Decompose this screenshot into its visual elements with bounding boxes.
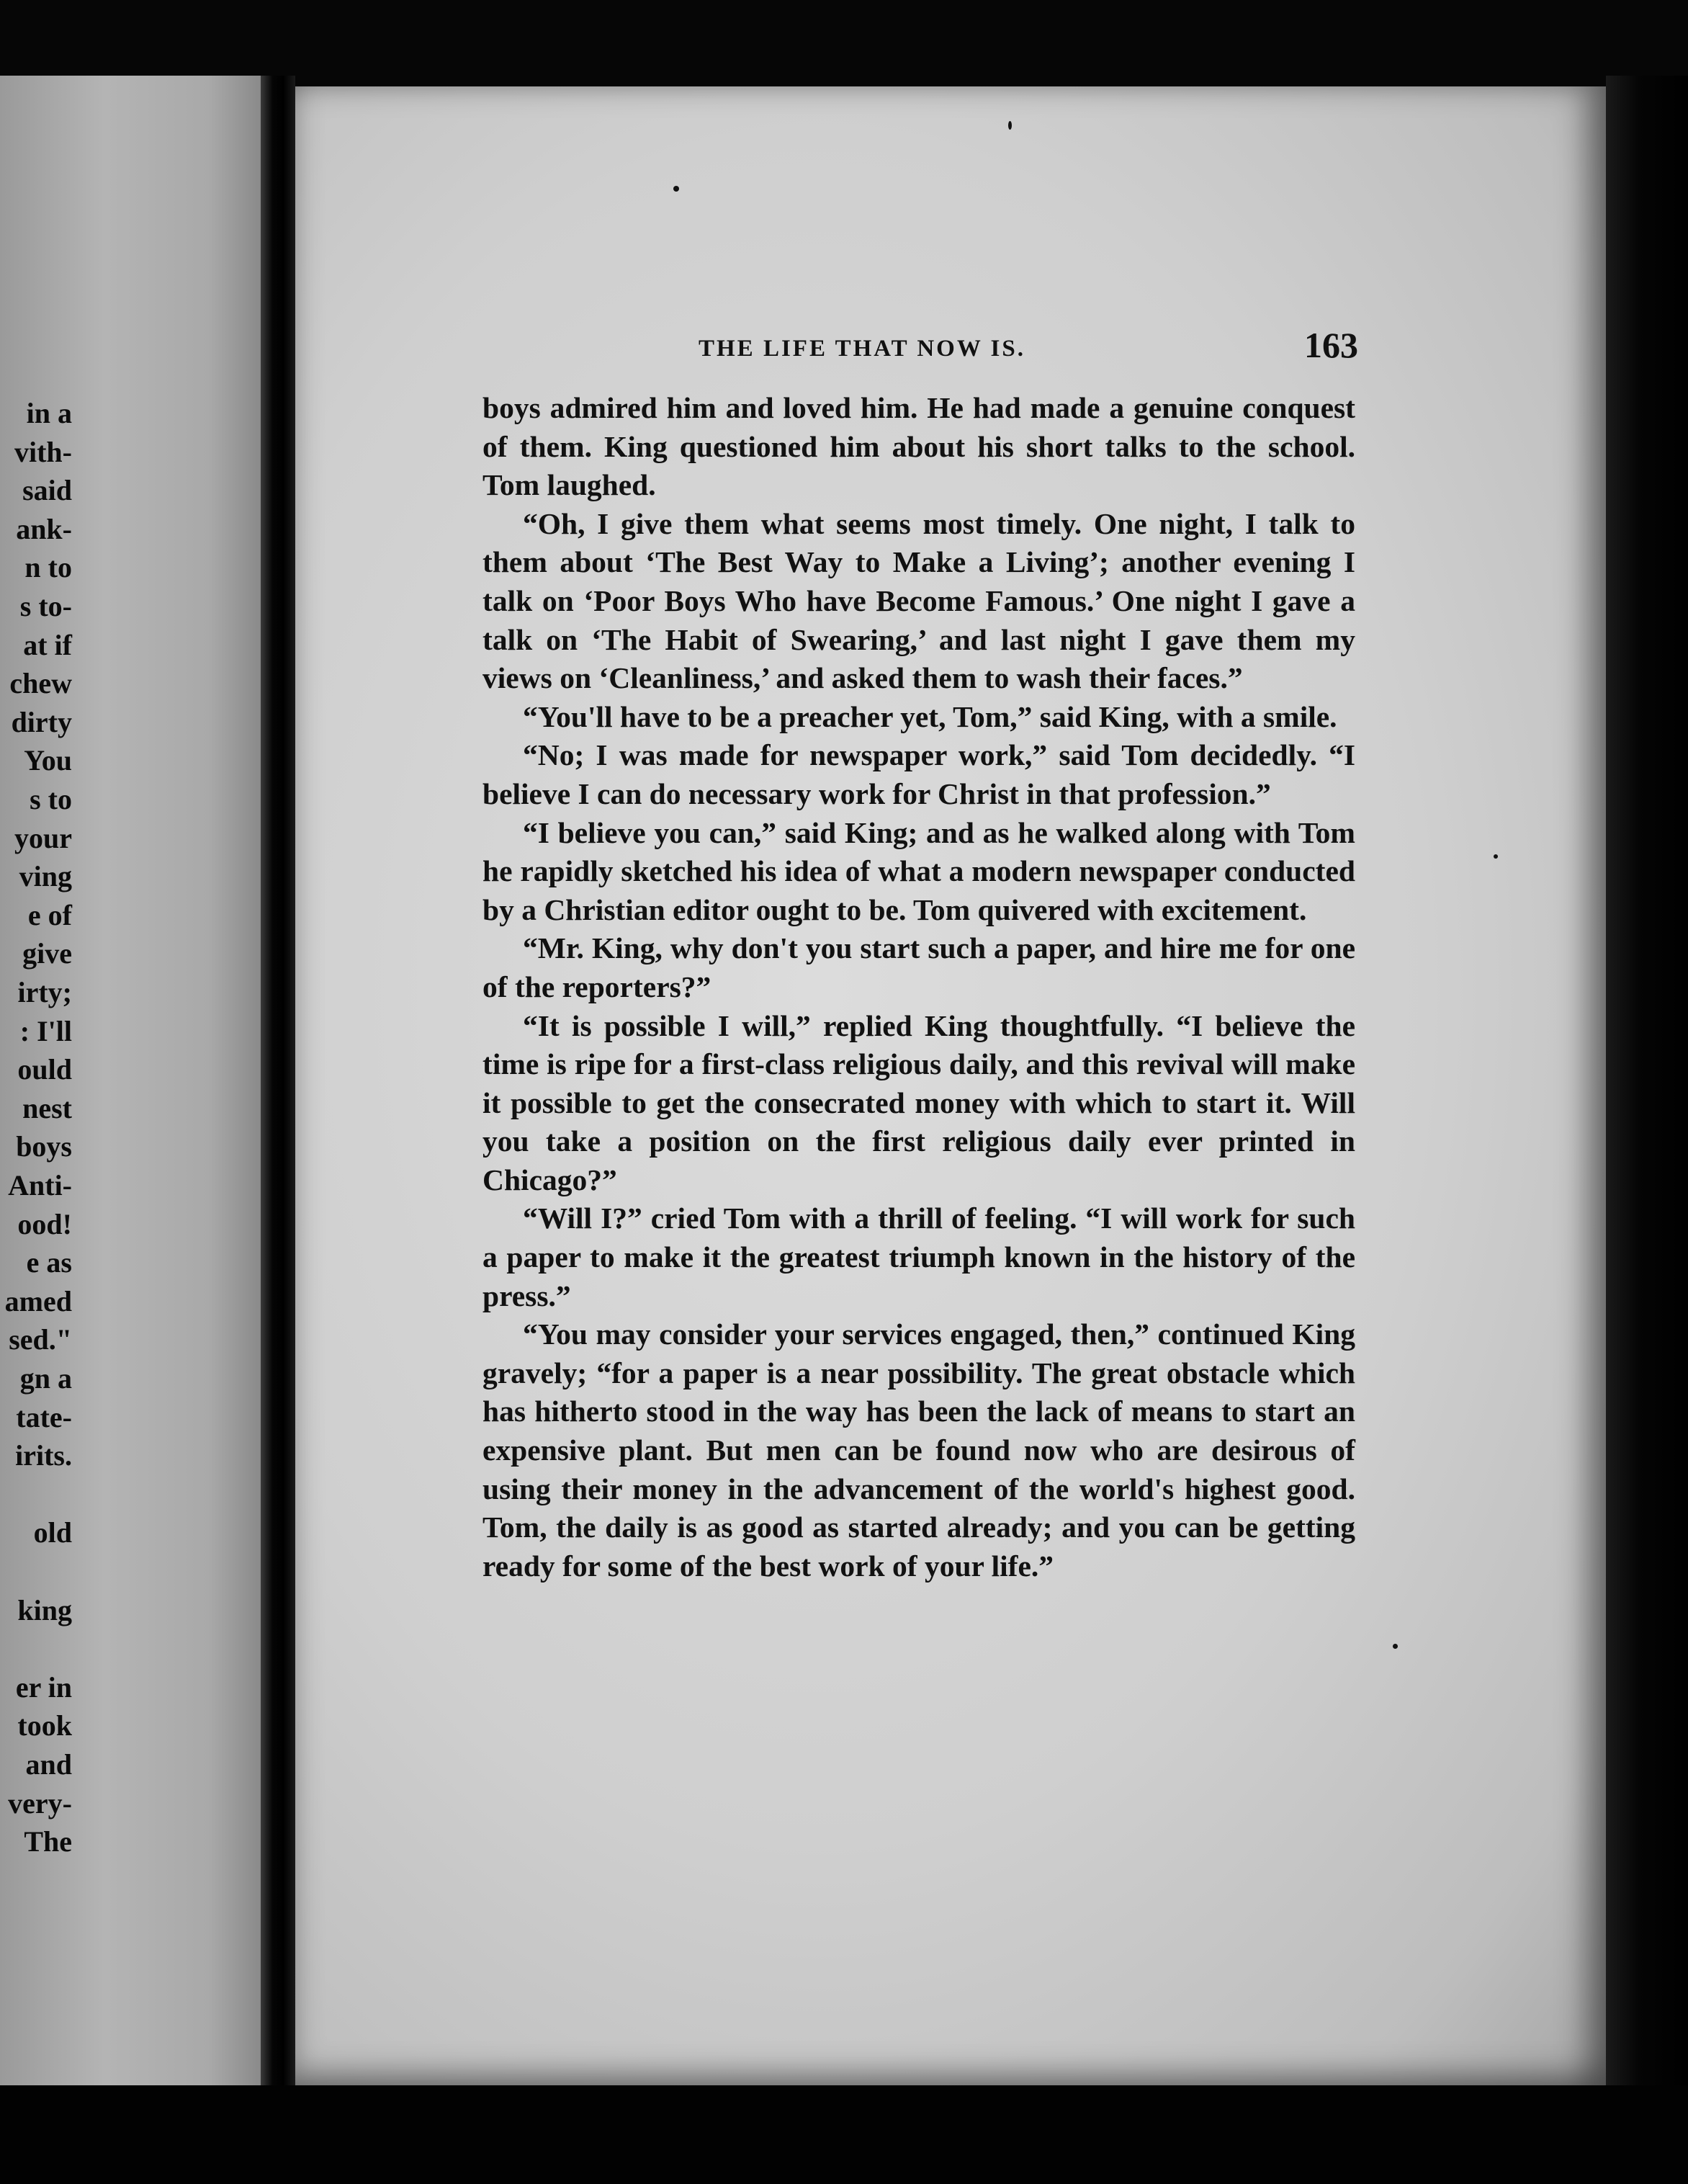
facing-page-line-ending: ving bbox=[19, 860, 72, 893]
facing-page-line-ending: at if bbox=[23, 628, 72, 661]
scan-border-bottom bbox=[0, 2085, 1688, 2184]
facing-page-line-ending: er in bbox=[15, 1670, 72, 1704]
facing-page-line-ending: irty; bbox=[17, 976, 72, 1008]
facing-page-left bbox=[0, 76, 261, 2085]
facing-page-line-ending: gn a bbox=[19, 1362, 72, 1395]
body-paragraph: “Will I?” cried Tom with a thrill of feeling. “I will work for such a paper to make it the greatest triumph known in the history of the press.” bbox=[482, 1201, 1355, 1312]
facing-page-line-ending: boys bbox=[16, 1130, 72, 1163]
facing-page-line-ending: took bbox=[17, 1709, 72, 1742]
scan-speck bbox=[1393, 1644, 1398, 1649]
body-paragraph: “You may consider your services engaged, then,” continued King gravely; “for a paper is a near possibility. The great obstacle which has hitherto stood in the way has been the lack of means to start an expensive plant. But men can be found now who are desirous of using their money in the advancement of the world's highest good. Tom, the daily is as good as started already; and you can be getting ready for some of the best work of your life.” bbox=[482, 1317, 1355, 1583]
facing-page-line-ending: king bbox=[17, 1593, 72, 1626]
facing-page-line-ending: said bbox=[22, 474, 72, 507]
body-paragraph: “You'll have to be a preacher yet, Tom,” said King, with a smile. bbox=[523, 699, 1337, 733]
facing-page-line-ending: e of bbox=[27, 898, 72, 931]
facing-page-line-ending: ank- bbox=[16, 512, 72, 545]
facing-page-line-ending: give bbox=[22, 937, 72, 970]
book-gutter bbox=[261, 76, 295, 2085]
facing-page-line-ending: ood! bbox=[17, 1207, 72, 1240]
scan-speck bbox=[673, 186, 679, 192]
body-paragraph: boys admired him and loved him. He had made a genuine conquest of them. King questioned him about his short talks to the school. Tom laughed. bbox=[482, 391, 1355, 502]
body-paragraph: “It is possible I will,” replied King thoughtfully. “I believe the time is ripe for a first-class religious daily, and this revival will make it possible to get the consecrated money with which to start it. Will you take a position on the first religious daily ever printed in Chicago?” bbox=[482, 1008, 1355, 1196]
facing-page-line-ending: : I'll bbox=[19, 1014, 72, 1047]
facing-page-line-ending: vith- bbox=[14, 435, 72, 468]
facing-page-line-ending: irits. bbox=[15, 1439, 72, 1472]
running-head-title: THE LIFE THAT NOW IS. bbox=[699, 336, 1025, 362]
facing-page-line-ending: ould bbox=[17, 1053, 72, 1086]
facing-page-line-ending: and bbox=[25, 1748, 72, 1781]
book-page bbox=[295, 86, 1606, 2089]
facing-page-line-ending: dirty bbox=[11, 705, 72, 738]
body-paragraph: “Oh, I give them what seems most timely. One night, I talk to them about ‘The Best Way to Make a Living’; another evening I talk on ‘Poor Boys Who have Become Famous.’ One night I gave a talk on ‘The Habit of Swearing,’ and last night I gave them my views on ‘Cleanliness,’ and asked them to wash their faces.” bbox=[482, 506, 1355, 695]
facing-page-line-ending: your bbox=[14, 821, 72, 854]
facing-page-line-ending: in a bbox=[26, 397, 72, 429]
body-paragraph: “No; I was made for newspaper work,” said Tom decidedly. “I believe I can do necessary work for Christ in that profession.” bbox=[482, 738, 1355, 810]
facing-page-line-ending: n to bbox=[24, 551, 72, 584]
facing-page-line-ending: s to- bbox=[19, 590, 72, 622]
facing-page-line-ending: chew bbox=[9, 667, 72, 700]
facing-page-line-ending: nest bbox=[22, 1091, 72, 1124]
facing-page-line-ending: e as bbox=[26, 1246, 72, 1279]
facing-page-line-ending: s to bbox=[30, 783, 72, 815]
facing-page-line-endings bbox=[0, 396, 72, 2053]
facing-page-line-ending: Anti- bbox=[8, 1169, 72, 1201]
facing-page-line-ending: The bbox=[24, 1825, 72, 1858]
body-paragraph: “I believe you can,” said King; and as he walked along with Tom he rapidly sketched his idea of what a modern newspaper conducted by a Christian editor ought to be. Tom quivered with excitement. bbox=[482, 815, 1355, 926]
body-text bbox=[482, 389, 1355, 1585]
facing-page-line-ending: tate- bbox=[16, 1400, 72, 1433]
body-paragraph: “Mr. King, why don't you start such a paper, and hire me for one of the reporters?” bbox=[482, 931, 1355, 1003]
facing-page-line-ending: You bbox=[24, 744, 72, 777]
scan-speck bbox=[1494, 854, 1498, 859]
scan-border-right bbox=[1606, 76, 1688, 2085]
scan-speck bbox=[1008, 121, 1012, 130]
facing-page-line-ending: amed bbox=[4, 1284, 72, 1317]
running-head bbox=[482, 324, 1358, 389]
facing-page-line-ending: old bbox=[33, 1516, 72, 1549]
facing-page-line-ending: sed." bbox=[9, 1323, 72, 1356]
page-number: 163 bbox=[1304, 325, 1358, 365]
facing-page-line-ending: very- bbox=[8, 1786, 72, 1820]
page-text-block bbox=[482, 324, 1358, 1585]
